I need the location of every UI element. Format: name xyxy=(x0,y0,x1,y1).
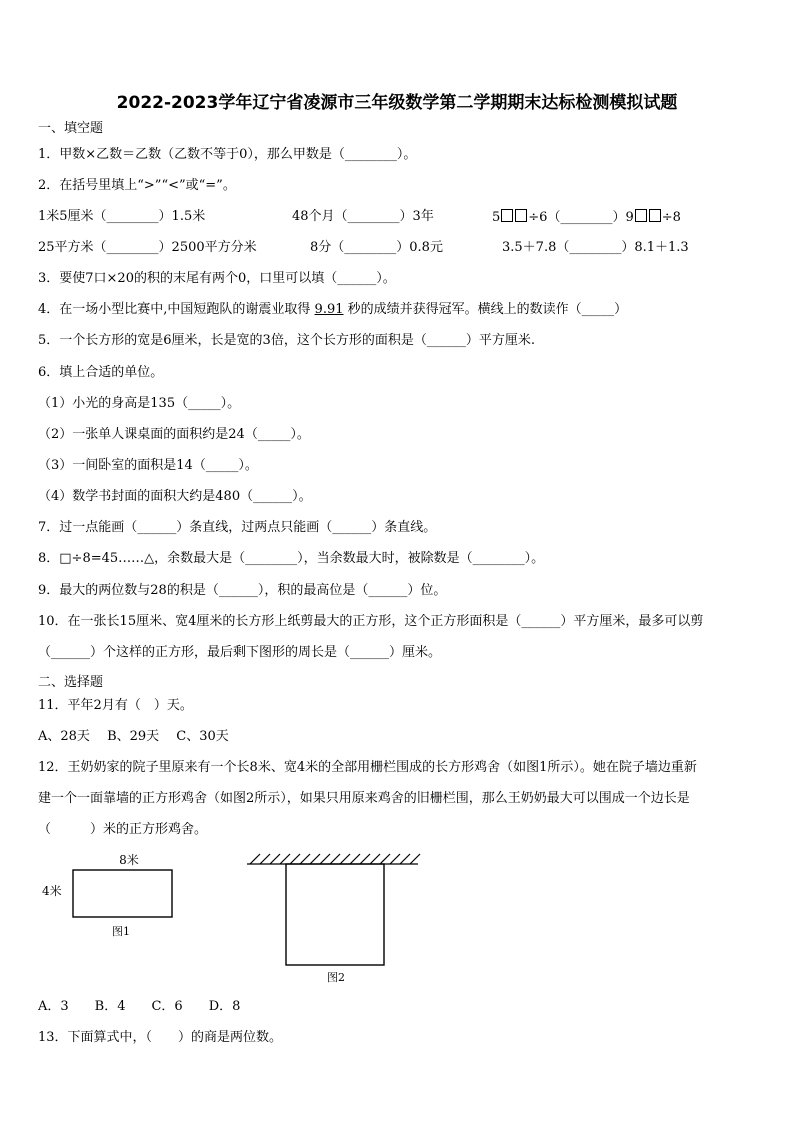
question-13: 13．下面算式中，（ ）的商是两位数。 xyxy=(38,1030,283,1045)
blank-box xyxy=(515,209,527,222)
question-2-item-5: 8分（________）0.8元 xyxy=(310,240,443,255)
question-10-line-2: （______）个这样的正方形，最后剩下图形的周长是（______）厘米。 xyxy=(38,645,442,660)
question-2-item-4: 25平方米（________）2500平方分米 xyxy=(38,240,257,255)
question-4-end: 秒的成绩并获得冠军。横线上的数读作（_____） xyxy=(347,302,628,317)
question-12-line-1: 12．王奶奶家的院子里原来有一个长8米、宽4米的全部用栅栏围成的长方形鸡舍（如图1所示）。她在院子墙边重新 xyxy=(38,760,697,775)
page-title: 2022-2023学年辽宁省凌源市三年级数学第二学期期末达标检测模拟试题 xyxy=(116,93,678,113)
section-fill-blank-heading: 一、填空题 xyxy=(38,121,104,136)
question-1: 1．甲数×乙数＝乙数（乙数不等于0），那么甲数是（________）。 xyxy=(38,147,417,162)
question-6-4: （4）数学书封面的面积大约是480（______）。 xyxy=(38,489,312,504)
question-12-options: A．3 B．4 C．6 D．8 xyxy=(38,999,241,1014)
figure-1-top-label: 8米 xyxy=(119,853,139,867)
question-6: 6．填上合适的单位。 xyxy=(38,365,164,380)
figure-2-caption: 图2 xyxy=(327,971,345,984)
question-12-line-2: 建一个一面靠墙的正方形鸡舍（如图2所示），如果只用原来鸡舍的旧栅栏围，那么王奶奶最大可以围成一个边长是 xyxy=(38,791,690,806)
question-9: 9．最大的两位数与28的积是（______），积的最高位是（______）位。 xyxy=(38,583,447,598)
digit-5: 5 xyxy=(492,210,501,225)
question-5: 5．一个长方形的宽是6厘米，长是宽的3倍，这个长方形的面积是（______）平方厘米. xyxy=(38,333,535,348)
figure-1 xyxy=(30,848,190,940)
question-8: 8．□÷8=45……△，余数最大是（________），当余数最大时，被除数是（________）。 xyxy=(38,551,545,566)
question-2-item-3 xyxy=(492,209,681,226)
question-2-item-1: 1米5厘米（________）1.5米 xyxy=(38,209,206,224)
figure-2 xyxy=(240,850,425,986)
question-10-line-1: 10．在一张长15厘米、宽4厘米的长方形上纸剪最大的正方形，这个正方形面积是（______）平方厘米，最多可以剪 xyxy=(38,614,704,629)
blank-box xyxy=(635,209,647,222)
wall-hatching xyxy=(247,854,420,864)
item-3-end: ÷8 xyxy=(661,210,681,225)
figure-1-left-label: 4米 xyxy=(42,884,62,898)
question-12-line-3: （ ）米的正方形鸡舍。 xyxy=(38,822,208,837)
question-11: 11．平年2月有（ ）天。 xyxy=(38,698,193,713)
question-7: 7．过一点能画（______）条直线，过两点只能画（______）条直线。 xyxy=(38,520,437,535)
figure-2-square xyxy=(286,864,384,965)
item-3-middle: ÷6（________）9 xyxy=(528,210,634,225)
question-2-item-6: 3.5＋7.8（________）8.1＋1.3 xyxy=(502,240,689,255)
question-11-options: A、28天 B、29天 C、30天 xyxy=(38,729,229,744)
question-4 xyxy=(38,302,627,318)
question-4-start: 4．在一场小型比赛中,中国短跑队的谢震业取得 xyxy=(38,302,311,317)
figure-1-rectangle xyxy=(73,870,172,917)
blank-box xyxy=(501,209,513,222)
question-2: 2．在括号里填上“>”“<”或“=”。 xyxy=(38,178,236,193)
question-6-1: （1）小光的身高是135（_____）。 xyxy=(38,396,241,411)
question-6-2: （2）一张单人课桌面的面积约是24（_____）。 xyxy=(38,427,310,442)
blank-box xyxy=(649,209,661,222)
underlined-number: 9.91 xyxy=(314,302,344,317)
figure-1-caption: 图1 xyxy=(112,925,130,938)
question-3: 3．要使7口×20的积的末尾有两个0，口里可以填（______）。 xyxy=(38,271,396,286)
question-2-item-2: 48个月（________）3年 xyxy=(292,209,434,224)
section-choice-heading: 二、选择题 xyxy=(38,675,104,690)
question-6-3: （3）一间卧室的面积是14（_____）。 xyxy=(38,458,258,473)
